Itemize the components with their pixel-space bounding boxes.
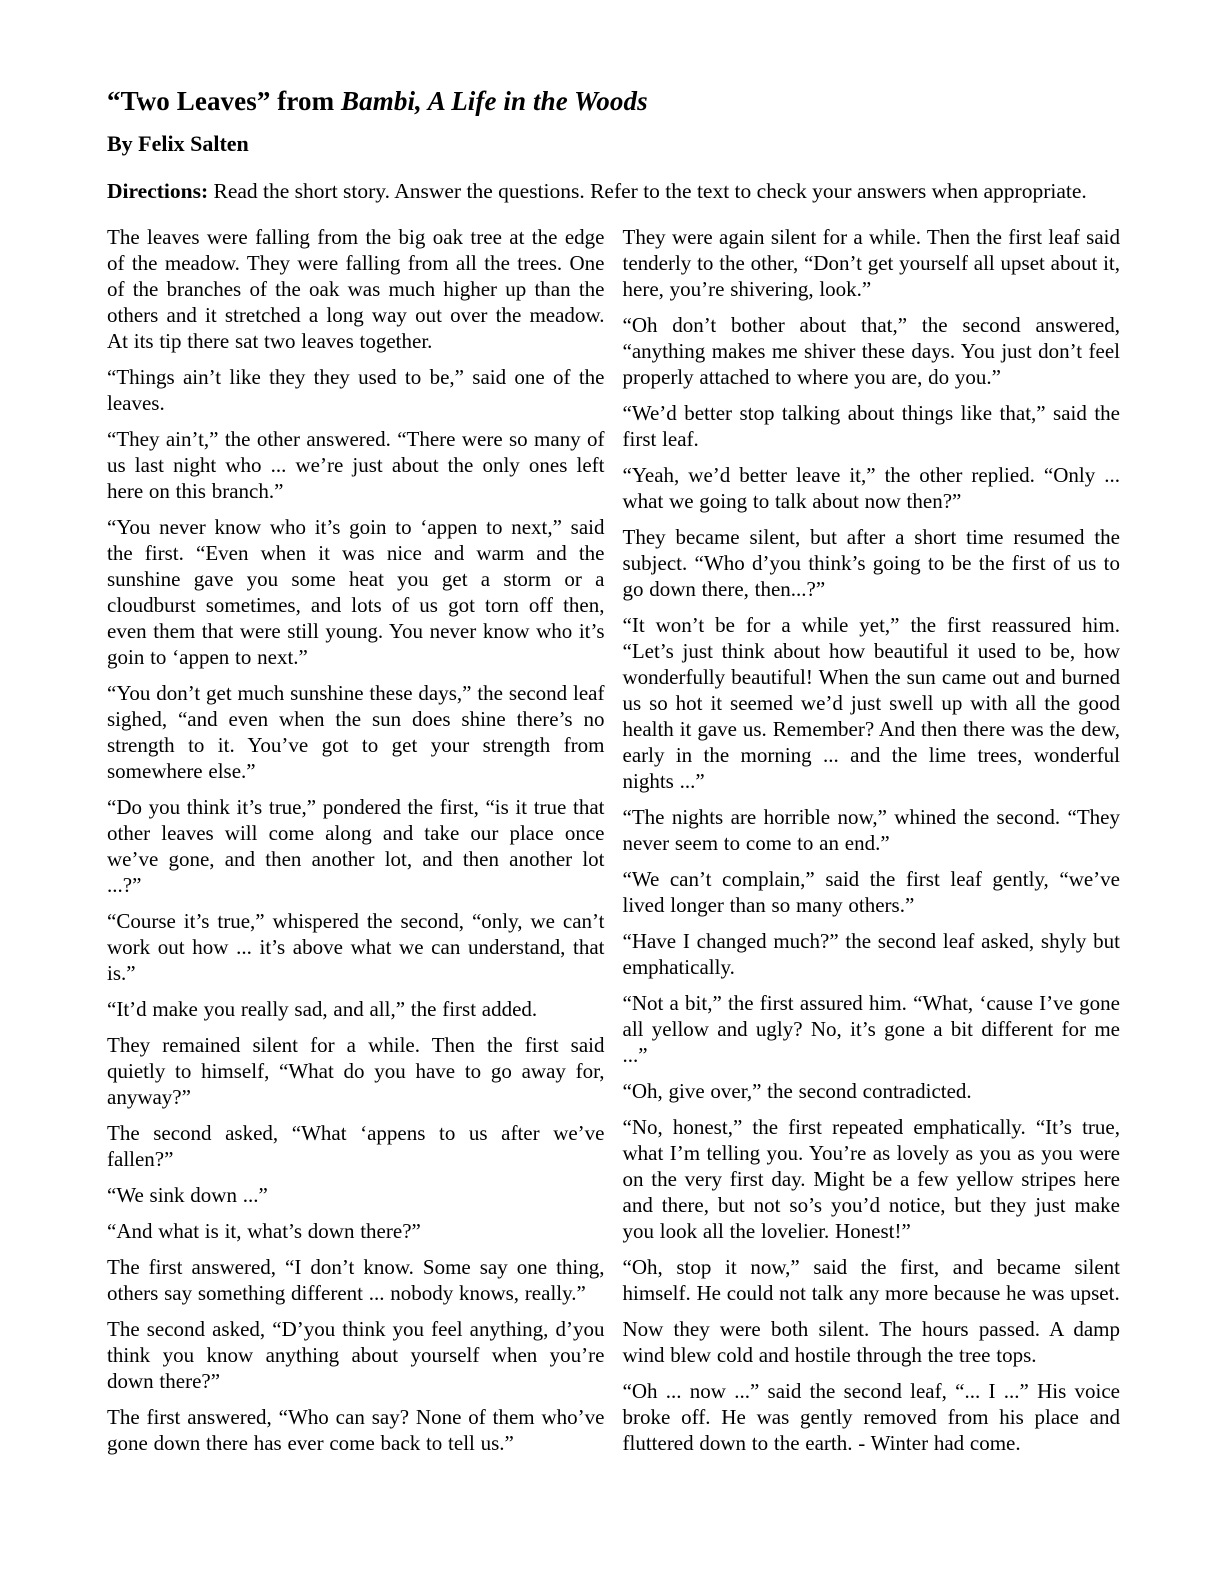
- story-paragraph: “You don’t get much sunshine these days,” the second leaf sighed, “and even when the sun does shine there’s no strength to it. You’ve got to get your strength from somewhere else.”: [107, 681, 605, 784]
- title-story-name: “Two Leaves” from: [107, 86, 342, 116]
- story-paragraph: “Course it’s true,” whispered the second, “only, we can’t work out how ... it’s above what we can understand, that is.”: [107, 909, 605, 986]
- story-paragraph: “Oh don’t bother about that,” the second answered, “anything makes me shiver these days. You just don’t feel properly attached to where you are, do you.”: [622, 313, 1120, 390]
- story-paragraph: “They ain’t,” the other answered. “There were so many of us last night who ... we’re just about the only ones left here on this branch.”: [107, 427, 605, 504]
- story-paragraph: “You never know who it’s goin to ‘appen to next,” said the first. “Even when it was nice and warm and the sunshine gave you some heat you get a storm or a cloudburst sometimes, and lots of us got torn off then, even them that were still young. You never know who it’s goin to ‘appen to next.”: [107, 515, 605, 670]
- story-paragraph: “The nights are horrible now,” whined the second. “They never seem to come to an end.”: [622, 805, 1120, 856]
- story-paragraph: “Oh, give over,” the second contradicted.: [622, 1079, 972, 1104]
- story-paragraph: The leaves were falling from the big oak tree at the edge of the meadow. They were falling from all the trees. One of the branches of the oak was much higher up than the others and it stretched a long way out over the meadow. At its tip there sat two leaves together.: [107, 225, 605, 354]
- story-paragraph: “Have I changed much?” the second leaf asked, shyly but emphatically.: [622, 929, 1120, 980]
- story-columns: [107, 224, 1120, 1456]
- story-paragraph: They remained silent for a while. Then the first said quietly to himself, “What do you have to go away for, anyway?”: [107, 1033, 605, 1110]
- story-paragraph: The first answered, “Who can say? None of them who’ve gone down there has ever come back to tell us.”: [107, 1405, 605, 1456]
- story-paragraph: “Do you think it’s true,” pondered the first, “is it true that other leaves will come along and take our place once we’ve gone, and then another lot, and then another lot ...?”: [107, 795, 605, 898]
- directions: [107, 179, 1120, 204]
- story-paragraph: “Oh ... now ...” said the second leaf, “... I ...” His voice broke off. He was gently removed from his place and fluttered down to the earth. - Winter had come.: [622, 1379, 1120, 1456]
- story-paragraph: “We can’t complain,” said the first leaf gently, “we’ve lived longer than so many others.”: [622, 867, 1120, 918]
- directions-label: Directions:: [107, 179, 209, 204]
- story-paragraph: “We’d better stop talking about things like that,” said the first leaf.: [622, 401, 1120, 452]
- story-paragraph: They were again silent for a while. Then the first leaf said tenderly to the other, “Don’t get yourself all upset about it, here, you’re shivering, look.”: [622, 225, 1120, 302]
- story-paragraph: “Things ain’t like they they used to be,” said one of the leaves.: [107, 365, 605, 416]
- story-paragraph: “And what is it, what’s down there?”: [107, 1219, 421, 1244]
- story-column-left: [107, 224, 605, 1456]
- story-paragraph: Now they were both silent. The hours passed. A damp wind blew cold and hostile through the tree tops.: [622, 1317, 1120, 1368]
- story-paragraph: “We sink down ...”: [107, 1183, 268, 1208]
- story-column-right: [623, 224, 1121, 1456]
- story-paragraph: “No, honest,” the first repeated emphatically. “It’s true, what I’m telling you. You’re as lovely as you as you were on the very first day. Might be a few yellow stripes here and there, but not so’s you’d notice, but they just make you look all the lovelier. Honest!”: [622, 1115, 1120, 1244]
- story-paragraph: The second asked, “D’you think you feel anything, d’you think you know anything about yourself when you’re down there?”: [107, 1317, 605, 1394]
- story-paragraph: The first answered, “I don’t know. Some say one thing, others say something different ... nobody knows, really.”: [107, 1255, 605, 1306]
- title-book-name: Bambi, A Life in the Woods: [341, 86, 648, 116]
- story-paragraph: “It won’t be for a while yet,” the first reassured him. “Let’s just think about how beautiful it used to be, how wonderfully beautiful! When the sun came out and burned us so hot it seemed we’d just swell up with all the good health it gave us. Remember? And then there was the dew, early in the morning ... and the lime trees, wonderful nights ...”: [622, 613, 1120, 794]
- story-paragraph: “It’d make you really sad, and all,” the first added.: [107, 997, 538, 1022]
- story-paragraph: The second asked, “What ‘appens to us after we’ve fallen?”: [107, 1121, 605, 1172]
- story-paragraph: “Yeah, we’d better leave it,” the other replied. “Only ... what we going to talk about now then?”: [622, 463, 1120, 514]
- story-paragraph: They became silent, but after a short time resumed the subject. “Who d’you think’s going to be the first of us to go down there, then...?”: [622, 525, 1120, 602]
- story-paragraph: “Not a bit,” the first assured him. “What, ‘cause I’ve gone all yellow and ugly? No, it’s gone a bit different for me ...”: [622, 991, 1120, 1068]
- story-paragraph: “Oh, stop it now,” said the first, and became silent himself. He could not talk any more because he was upset.: [622, 1255, 1120, 1306]
- directions-text: Read the short story. Answer the questions. Refer to the text to check your answers when appropriate.: [208, 179, 1087, 204]
- page-title: [107, 86, 1120, 117]
- byline: By Felix Salten: [107, 131, 249, 157]
